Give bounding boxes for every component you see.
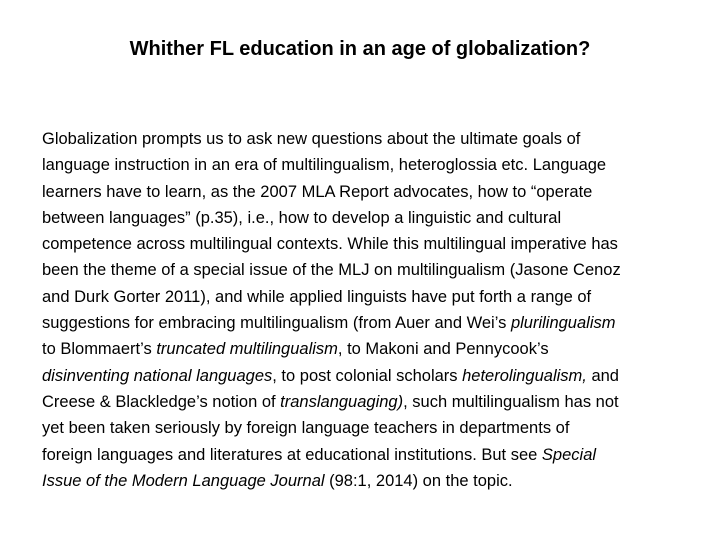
text-segment: to Blommaert’s (42, 340, 157, 359)
italic-text-segment: Special (541, 445, 597, 464)
text-segment: language instruction in an era of multilingualism, heteroglossia etc. Language (42, 156, 607, 175)
body-line (42, 205, 682, 231)
body-line (42, 336, 682, 362)
italic-text-segment: disinventing national languages (42, 366, 273, 385)
text-segment: Creese & Blackledge’s notion of (42, 392, 281, 411)
text-segment: , to post colonial scholars (272, 366, 463, 385)
text-segment: (98:1, 2014) on the topic. (324, 471, 513, 490)
italic-text-segment: plurilingualism (510, 314, 616, 333)
body-line (42, 126, 682, 152)
body-line (42, 152, 682, 178)
body-paragraph (42, 126, 682, 494)
text-segment: competence across multilingual contexts. While this multilingual imperative has (42, 235, 618, 254)
body-line (42, 257, 682, 283)
text-segment: , such multilingualism has not (403, 392, 619, 411)
slide-title: Whither FL education in an age of globalization? (129, 38, 591, 60)
italic-text-segment: translanguaging) (280, 392, 404, 411)
body-line (42, 231, 682, 257)
text-segment: foreign languages and literatures at educational institutions. But see (42, 445, 542, 464)
text-segment: been the theme of a special issue of the MLJ on multilingualism (Jasone Cenoz (42, 261, 621, 280)
body-line (42, 310, 682, 336)
body-line (42, 415, 682, 441)
text-segment: learners have to learn, as the 2007 MLA Report advocates, how to “operate (42, 182, 593, 201)
italic-text-segment: Issue of the Modern Language Journal (42, 471, 325, 490)
text-segment: , to Makoni and Pennycook’s (337, 340, 549, 359)
body-line (42, 389, 682, 415)
text-segment: and Durk Gorter 2011), and while applied linguists have put forth a range of (42, 287, 592, 306)
italic-text-segment: heterolingualism, (462, 366, 587, 385)
body-line (42, 363, 682, 389)
text-segment: suggestions for embracing multilingualism (from Auer and Wei’s (42, 314, 511, 333)
italic-text-segment: truncated multilingualism (156, 340, 338, 359)
text-segment: between languages” (p.35), i.e., how to develop a linguistic and cultural (42, 208, 562, 227)
text-segment: and (586, 366, 619, 385)
text-segment: yet been taken seriously by foreign language teachers in departments of (42, 419, 570, 438)
body-line (42, 179, 682, 205)
body-line (42, 284, 682, 310)
text-segment: Globalization prompts us to ask new questions about the ultimate goals of (42, 130, 581, 148)
body-line (42, 468, 682, 494)
body-line (42, 442, 682, 468)
